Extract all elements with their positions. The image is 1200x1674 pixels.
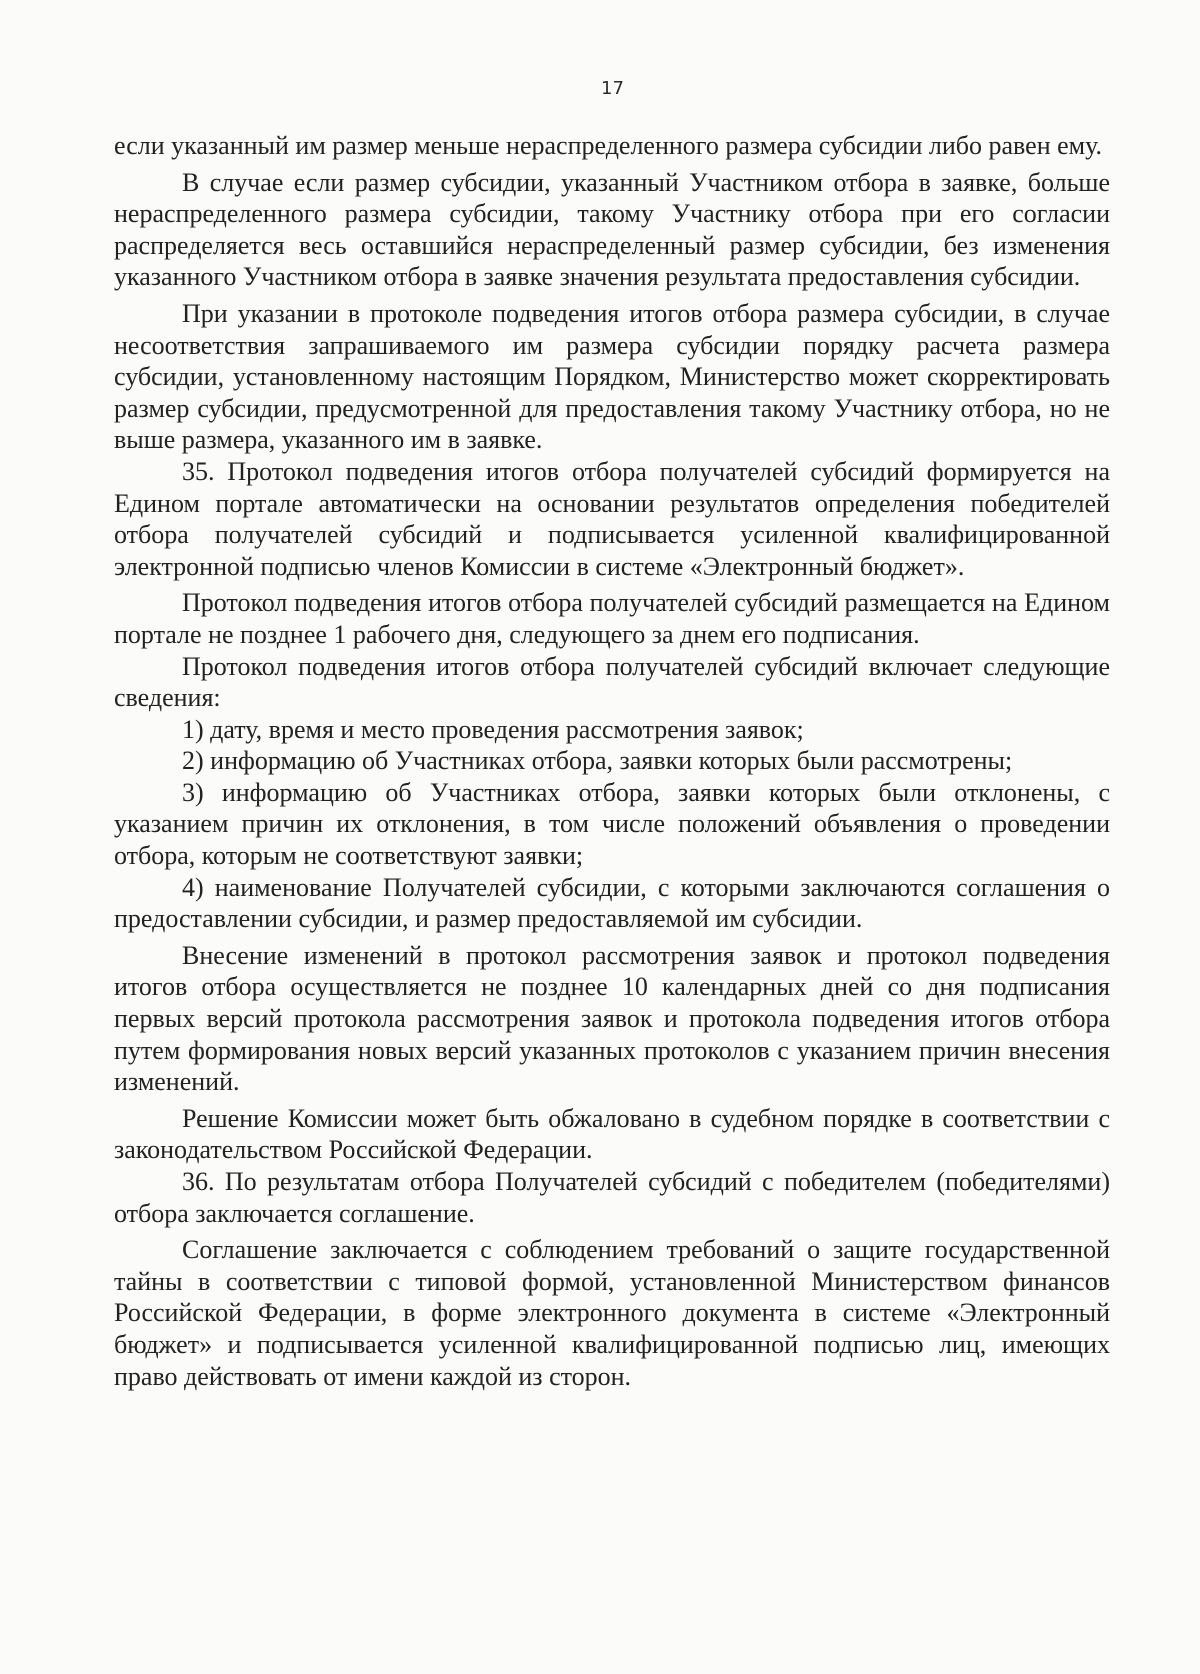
paragraph-agreement: Соглашение заключается с соблюдением требований о защите государственной тайны в соответствии с типовой формой, установленной Министерством финансов Российской Федерации, в форме электронного документа в системе «Электронный бюджет» и подписывается усиленной квалифицированной подписью лиц, имеющих право действовать от имени каждой из сторон. xyxy=(114,1235,1110,1391)
list-item-2: 2) информацию об Участниках отбора, заявки которых были рассмотрены; xyxy=(182,746,1013,776)
paragraph-continuation: если указанный им размер меньше нераспределенного размера субсидии либо равен ему. xyxy=(114,131,1103,160)
paragraph-subsidy-excess: В случае если размер субсидии, указанный Участником отбора в заявке, больше нераспределенного размера субсидии, такому Участнику отбора при его согласии распределяется весь оставшийся нераспределенный размер субсидии, без изменения указанного Участником отбора в заявке значения результата предоставления субсидии. xyxy=(114,167,1110,292)
paragraph-subsidy-correction: При указании в протоколе подведения итогов отбора размера субсидии, в случае несоответствия запрашиваемого им размера субсидии порядку расчета размера субсидии, установленному настоящим Порядком, Министерство может скорректировать размер субсидии, предусмотренной для предоставления такому Участнику отбора, но не выше размера, указанного им в заявке. xyxy=(114,298,1110,455)
list-item-3: 3) информацию об Участниках отбора, заявки которых были отклонены, с указанием причин их отклонения, в том числе положений объявления о проведении отбора, которым не соответствуют заявки; xyxy=(114,777,1110,871)
list-item-4: 4) наименование Получателей субсидии, с которыми заключаются соглашения о предоставлении субсидии, и размер предоставляемой им субсидии. xyxy=(114,872,1110,934)
list-item-1: 1) дату, время и место проведения рассмотрения заявок; xyxy=(182,714,804,744)
paragraph-clause-36: 36. По результатам отбора Получателей субсидий с победителем (победителями) отбора заключается соглашение. xyxy=(114,1167,1110,1228)
paragraph-protocol-changes: Внесение изменений в протокол рассмотрения заявок и протокол подведения итогов отбора осуществляется не позднее 10 календарных дней со дня подписания первых версий протокола рассмотрения заявок и протокола подведения итогов отбора путем формирования новых версий указанных протоколов с указанием причин внесения изменений. xyxy=(114,940,1110,1097)
paragraph-protocol-publication: Протокол подведения итогов отбора получателей субсидий размещается на Едином портале не позднее 1 рабочего дня, следующего за днем его подписания. xyxy=(114,588,1110,649)
paragraph-protocol-contents: Протокол подведения итогов отбора получателей субсидий включает следующие сведения: xyxy=(114,651,1110,713)
paragraph-clause-35: 35. Протокол подведения итогов отбора получателей субсидий формируется на Едином портале автоматически на основании результатов определения победителей отбора получателей субсидий и подписывается усиленной квалифицированной электронной подписью членов Комиссии в системе «Электронный бюджет». xyxy=(114,456,1110,581)
paragraph-appeal: Решение Комиссии может быть обжаловано в судебном порядке в соответствии с законодательством Российской Федерации. xyxy=(114,1103,1110,1165)
document-body xyxy=(114,130,1110,1392)
page-number: 17 xyxy=(601,78,624,99)
